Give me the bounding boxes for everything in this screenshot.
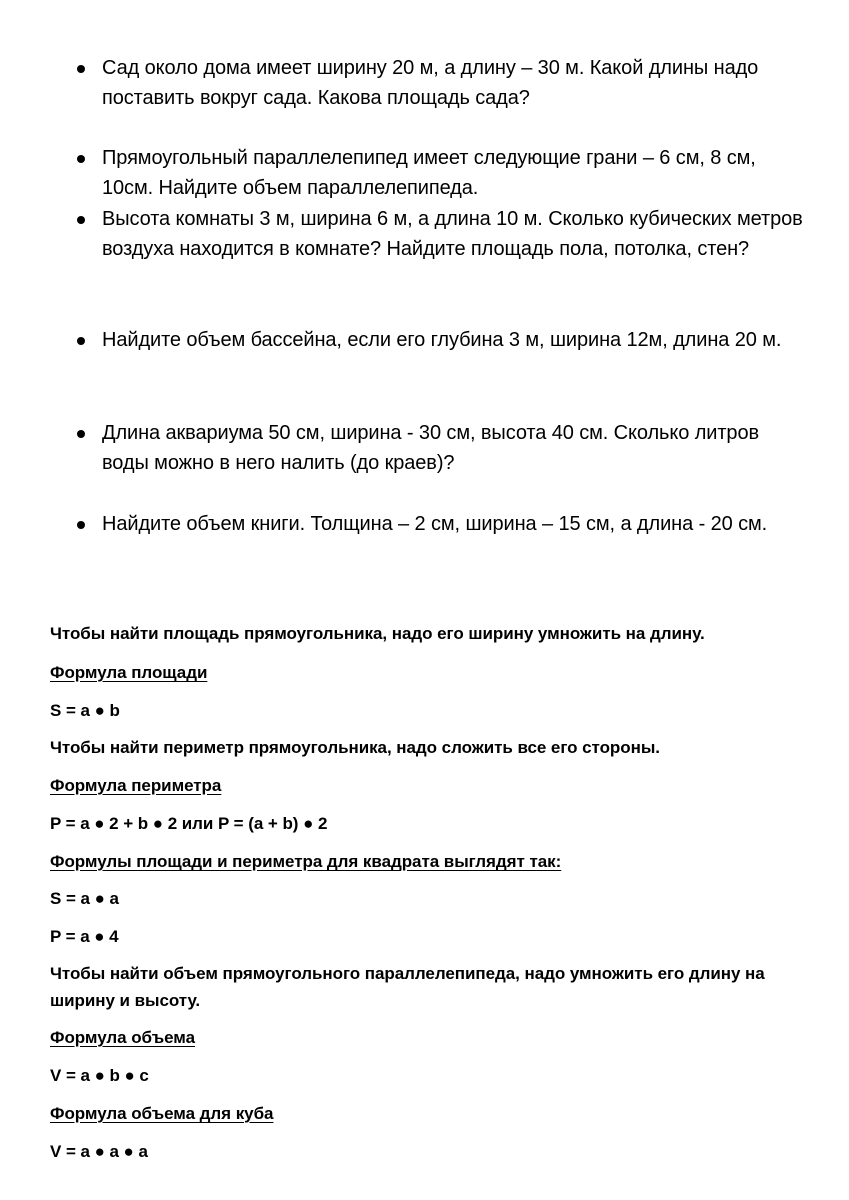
square-formulas-heading: Формулы площади и периметра для квадрата выглядят так: [50, 852, 562, 871]
bullet-icon [77, 155, 85, 163]
perimeter-formula: P = a ● 2 + b ● 2 или P = (a + b) ● 2 [50, 814, 328, 833]
task-text: Длина аквариума 50 см, ширина - 30 см, высота 40 см. Сколько литров воды можно в него налить (до краев)? [102, 422, 760, 474]
bullet-icon [77, 521, 85, 529]
square-area-formula: S = a ● a [50, 889, 119, 908]
square-perimeter-formula: P = a ● 4 [50, 927, 119, 946]
perimeter-formula-heading: Формула периметра [50, 776, 222, 795]
task-text: Найдите объем книги. Толщина – 2 см, ширина – 15 см, а длина - 20 см. [102, 513, 768, 535]
volume-rule-text: Чтобы найти объем прямоугольного параллелепипеда, надо умножить его длину на ширину и высоту. [50, 964, 765, 1010]
bullet-icon [77, 430, 85, 438]
task-text: Найдите объем бассейна, если его глубина 3 м, ширина 12м, длина 20 м. [102, 329, 782, 351]
cube-volume-heading: Формула объема для куба [50, 1104, 274, 1123]
area-formula: S = a ● b [50, 701, 120, 720]
bullet-icon [77, 65, 85, 73]
area-formula-heading: Формула площади [50, 663, 208, 682]
task-text: Высота комнаты 3 м, ширина 6 м, а длина 10 м. Сколько кубических метров воздуха находится в комнате? Найдите площадь пола, потолка, стен? [102, 208, 803, 260]
perimeter-rule-text: Чтобы найти периметр прямоугольника, надо сложить все его стороны. [50, 738, 660, 757]
bullet-icon [77, 216, 85, 224]
task-text: Сад около дома имеет ширину 20 м, а длину – 30 м. Какой длины надо поставить вокруг сада. Какова площадь сада? [102, 57, 759, 109]
cube-volume-formula: V = a ● a ● a [50, 1142, 148, 1161]
bullet-icon [77, 337, 85, 345]
task-text: Прямоугольный параллелепипед имеет следующие грани – 6 см, 8 см, 10см. Найдите объем параллелепипеда. [102, 147, 756, 199]
area-rule-text: Чтобы найти площадь прямоугольника, надо его ширину умножить на длину. [50, 624, 705, 643]
volume-formula-heading: Формула объема [50, 1028, 196, 1047]
volume-formula: V = a ● b ● c [50, 1066, 149, 1085]
